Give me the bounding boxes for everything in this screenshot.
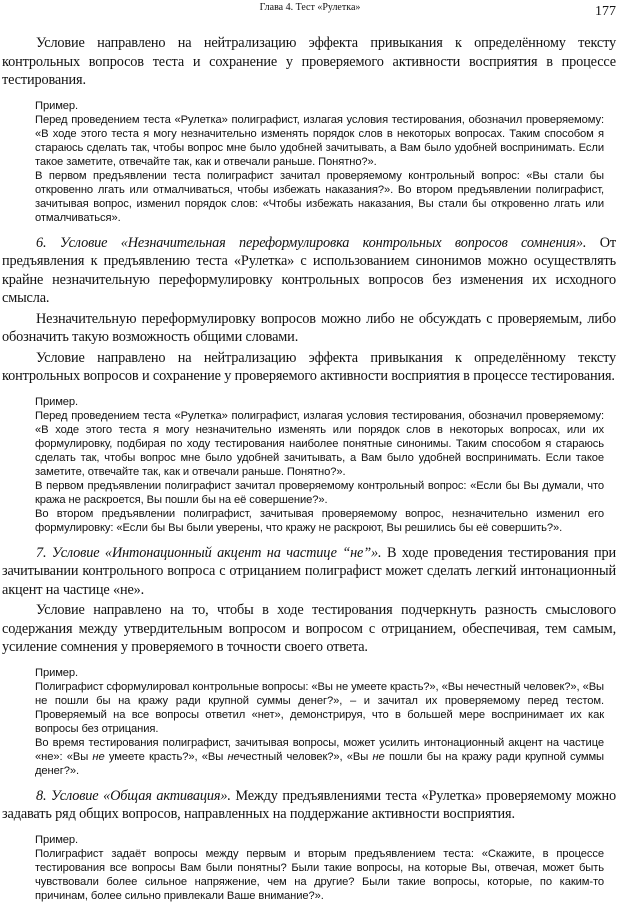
section-heading: 6. Условие «Незначительная переформулировка контрольных вопросов сомнения». (36, 234, 587, 251)
example-label: Пример. (35, 395, 79, 408)
page-header (0, 0, 620, 30)
text: умеете красть?», «Вы (104, 750, 228, 763)
example-block (35, 666, 604, 778)
example-block (35, 833, 604, 903)
section-6 (2, 234, 616, 308)
example-text: В первом предъявлении полиграфист зачитал проверяемому контрольный вопрос: «Если бы Вы думали, что кража не раскроется, Вы пошли бы на её совершение?». (35, 479, 604, 506)
page-number: 177 (595, 4, 616, 19)
paragraph: Условие направлено на то, чтобы в ходе тестирования подчеркнуть разность смыслового содержания между утвердительным вопросом и вопросом с отрицанием, обеспечивая, тем самым, усиление сомнения у проверяемого в точности своего ответа. (2, 602, 616, 655)
example-block (35, 99, 604, 225)
example-label: Пример. (35, 666, 79, 679)
text: честный человек?», «Вы (239, 750, 373, 763)
section-text: В ходе проведения тестирования при зачитывании контрольного вопроса с отрицанием полиграфист может сделать легкий интонационный акцент на частице «не». (2, 544, 616, 598)
paragraph: Условие направлено на нейтрализацию эффекта привыкания к определённому тексту контрольных вопросов теста и сохранение у проверяемого активности восприятия в процессе тестирования. (2, 35, 616, 88)
example-label: Пример. (35, 833, 79, 846)
text: пошли бы на кражу ради крупной суммы денег?». (35, 750, 604, 777)
paragraph: Условие направлено на нейтрализацию эффекта привыкания к определённому тексту контрольных вопросов и сохранение у проверяемого активности восприятия в процессе тестирования. (2, 349, 616, 384)
section-text: От предъявления к предъявлению теста «Рулетка» с использованием синонимов можно осуществлять крайне незначительную переформулировку контрольных вопросов без изменения их исходного смысла. (2, 234, 616, 306)
section-text: Между предъявлениями теста «Рулетка» проверяемому можно задавать ряд общих вопросов, направленных на поддержание активности восприятия. (2, 787, 616, 822)
emphasis: не (92, 750, 105, 763)
example-label: Пример. (35, 99, 79, 112)
example-text: Полиграфист задаёт вопросы между первым и вторым предъявлением теста: «Скажите, в процессе тестирования все вопросы Вам были понятны? Были такие вопросы, на которые Вы, отвечая, может быть чувствовали более сильное напряжение, чем на другие? Были такие вопросы, которые, по каким-то причинам, более сильно привлекали Ваше внимание?». (35, 847, 604, 902)
example-text: Полиграфист сформулировал контрольные вопросы: «Вы не умеете красть?», «Вы нечестный человек?», «Вы не пошли бы на кражу ради крупной суммы денег?», – и зачитал их проверяемому перед тестом. Проверяемый на все вопросы ответил «нет», демонстрируя, что в большей мере воспринимает их как вопросы без отрицания. (35, 680, 604, 735)
example-text: Во втором предъявлении полиграфист, зачитывая проверяемому вопрос, незначительно изменил его формулировку: «Если бы Вы были уверены, что кражу не раскроют, Вы решились бы её совершить?». (35, 507, 604, 534)
paragraph: Незначительную переформулировку вопросов можно либо не обсуждать с проверяемым, либо обозначить такую возможность общими словами. (2, 310, 616, 345)
section-7 (2, 544, 616, 600)
section-heading: 7. Условие «Интонационный акцент на частице “не”». (36, 544, 382, 561)
section-heading: 8. Условие «Общая активация». (36, 787, 231, 804)
emphasis: не (372, 750, 385, 763)
running-header: Глава 4. Тест «Рулетка» (259, 2, 361, 13)
text: Во время тестирования полиграфист, зачитывая вопросы, может усилить интонационный акцент на частице «не»: «Вы (35, 736, 604, 763)
example-text: Перед проведением теста «Рулетка» полиграфист, излагая условия тестирования, обозначил проверяемому: «В ходе этого теста я могу незначительно изменять порядок слов в некоторых вопросах. Таким способом я стараюсь сделать так, чтобы вопрос мне было удобней зачитывать, а Вам было удобней воспринимать. Если такое заметите, отвечайте так, как и отвечали раньше. Понятно?». (35, 113, 604, 168)
example-block (35, 395, 604, 535)
page-body (0, 30, 620, 903)
section-8 (2, 787, 616, 824)
example-text (35, 736, 604, 778)
example-text: В первом предъявлении теста полиграфист зачитал проверяемому контрольный вопрос: «Вы стали бы откровенно лгать или отмалчиваться, чтобы избежать наказания?». Во втором предъявлении полиграфист, зачитывая вопрос, изменил порядок слов: «Чтобы избежать наказания, Вы стали бы откровенно лгать или отмалчиваться». (35, 169, 604, 224)
example-text: Перед проведением теста «Рулетка» полиграфист, излагая условия тестирования, обозначил проверяемому: «В ходе этого теста я могу незначительно изменять или порядок слов в некоторых вопросах, или их формулировку, подбирая по ходу тестирования наиболее понятные синонимы. Таким способом я стараюсь сделать так, чтобы вопрос мне было удобней зачитывать, а Вам было удобней воспринимать. Если такое заметите, отвечайте так, как и отвечали раньше. Понятно?». (35, 409, 604, 478)
emphasis: не (227, 750, 240, 763)
